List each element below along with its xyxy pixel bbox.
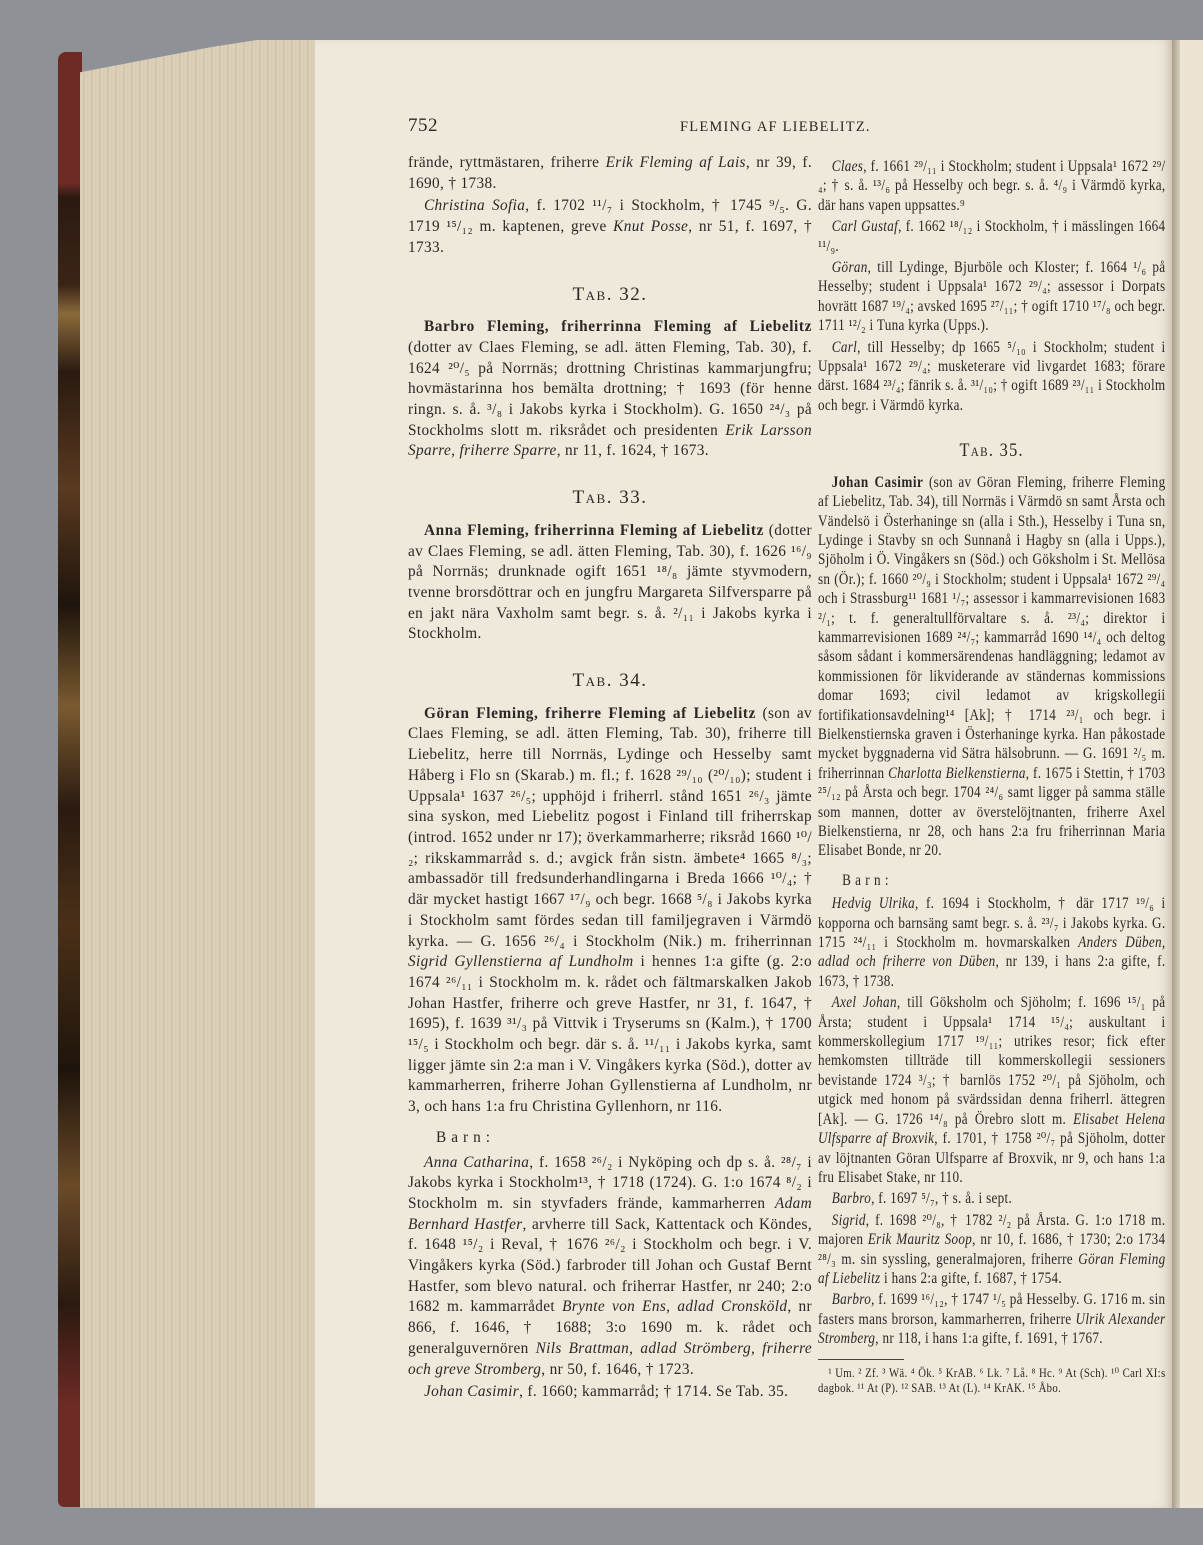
page-number: 752: [408, 115, 438, 136]
right-column: [818, 157, 1165, 1396]
footnote-divider: [818, 1359, 904, 1360]
person-name-italic: Anders Düben, adlad och friherre von Düben: [818, 934, 1166, 971]
entry-text: , f. 1698 ²⁰/₈, † 1782 ²/₂ på Årsta. G. 1:o 1718 m. majoren: [818, 1211, 1166, 1249]
entry-text: , f. 1702 ¹¹/₇ i Stockholm, † 1745 ⁹/₅. G. 1719 ¹⁵/₁₂ m. kaptenen, greve: [408, 197, 812, 236]
entry-paragraph: [818, 338, 1165, 416]
person-name-italic: Erik Fleming af Lais: [605, 154, 746, 171]
person-name-italic: Göran Fleming af Liebelitz: [818, 1250, 1166, 1287]
entry-text: , nr 39, f. 1690, † 1738.: [408, 154, 813, 192]
person-name-italic: Nils Brattman, adlad Strömberg, friherre och greve Stromberg: [408, 1339, 812, 1378]
entry-text: (dotter av Claes Fleming, se adl. ätten Fleming, Tab. 30), f. 1624 ²⁰/₅ på Norrnäs; drottning Christinas kammarjungfru; hovmästarinna hos bemälta drottning; † 1693 (för henne ringn. s. å. ³/₈ i Jakobs kyrka i Stockholm). G. 1650 ²⁴/₃ på Stockholms slott m. riksrådet och presidenten: [408, 338, 812, 439]
person-name-italic: Anna Catharina: [424, 1153, 530, 1171]
entry-text: , f. 1694 i Stockholm, † där 1717 ¹⁹/₆ i kopporna och barnsäng samt begr. s. å. ²³/₇ i Jakobs kyrka. G. 1715 ²⁴/₁₁ i Stockholm m. hovmarskalken: [818, 895, 1166, 952]
entry-text: , f. 1662 ¹⁸/₁₂ i Stockholm, † i mässlingen 1664 ¹¹/₉.: [818, 218, 1166, 255]
entry-text: , f. 1675 i Stettin, † 1703 ²⁵/₁₂ på Årsta och begr. 1704 ²⁴/₆ samt ligger på samma ställe som mannen, dotter av överstelöjtnanten, friherre Axel Bielkenstierna, nr 28, och hans 2:a fru friherrinnan Maria Elisabet Bonde, nr 20.: [818, 764, 1166, 860]
entry-paragraph: [408, 317, 812, 462]
entry-text: , nr 11, f. 1624, † 1673.: [556, 442, 709, 460]
table-heading: Tab. 32.: [572, 283, 648, 305]
entry-text: , till Hesselby; dp 1665 ⁵/₁₀ i Stockholm; student i Uppsala¹ 1672 ²⁹/₄; musketerare vid livgardet 1683; förare därst. 1684 ²³/₄; fänrik s. å. ³¹/₁₀; † ogift 1689 ²³/₁₁ i Stockholm och begr. i Värmdö kyrka.: [818, 338, 1166, 414]
entry-paragraph: [818, 894, 1165, 991]
children-heading: Barn:: [436, 1128, 495, 1146]
entry-text: , f. 1701, † 1758 ²⁰/₇ på Sjöholm, dotter av löjtnanten Göran Ulfsparre af Broxvik, nr 9, och hans 1:a fru Elisabet Stake, nr 110.: [818, 1130, 1166, 1186]
entry-text: , nr 118, i hans 1:a gifte, f. 1691, † 1767.: [875, 1330, 1103, 1348]
person-name-italic: Erik Mauritz Soop: [867, 1231, 973, 1249]
children-heading: Barn:: [842, 871, 893, 889]
page-edges: [80, 40, 316, 1508]
entry-paragraph: [408, 196, 812, 258]
entry-paragraph: [818, 217, 1165, 256]
entry-paragraph: [818, 1290, 1165, 1348]
footnotes: ¹ Um. ² Zf. ³ Wä. ⁴ Ök. ⁵ KrAB. ⁶ Lk. ⁷ Lå. ⁸ Hc. ⁹ At (Sch). ¹⁰ Carl XI:s dagbok. ¹¹ At (P). ¹² SAB. ¹³ At (L). ¹⁴ KrAK. ¹⁵ Åbo.: [818, 1365, 1166, 1395]
entry-text: i hennes 1:a gifte (g. 2:o 1674 ²⁶/₁₁ i Stockholm m. k. rådet och fältmarskalken Jakob Johan Hastfer, friherre och greve Hastfer, nr 31, f. 1647, † 1695), f. 1639 ³¹/₃ på Vittvik i Tryserums sn (Kalm.), † 1700 ¹⁵/₅ i Stockholm och begr. där s. å. ¹¹/₁₁ i Jakobs kyrka, samt ligger jämte sin 2:a man i V. Vingåkers kyrka (Söd.), dotter av kammarherren, friherre Johan Gyllenstierna af Lundholm, nr 3, och hans 1:a fru Christina Gyllenhorn, nr 116.: [408, 953, 812, 1116]
entry-paragraph: [408, 521, 812, 645]
entry-text: , f. 1658 ²⁶/₂ i Nyköping och dp s. å. ²⁸/₇ i Jakobs kyrka i Stockholm¹³, † 1718 (1724). G. 1:o 1674 ⁸/₂ i Stockholm m. sin styvfaders frände, kammarherren: [408, 1153, 812, 1212]
entry-paragraph: [408, 153, 812, 194]
entry-paragraph: [408, 1382, 812, 1403]
entry-text: , arvherre till Sack, Kattentack och Köndes, f. 1648 ¹⁵/₂ i Reval, † 1676 ²⁶/₂ i Stockholm och begr. i V. Vingåkers kyrka (Söd.) farbroder till Johan och Gustaf Bernt Hastfer, som blevo natural. och friherrar Hastfer, nr 240; 2:o 1682 m. kammarrådet: [408, 1215, 812, 1316]
table-heading: Tab. 34.: [572, 670, 648, 692]
entry-name-bold: Barbro Fleming, friherrinna Fleming af Liebelitz: [424, 318, 812, 336]
entry-paragraph: [818, 258, 1165, 336]
person-name-italic: Hedvig Ulrika: [831, 895, 916, 913]
entry-paragraph: [818, 1211, 1165, 1289]
entry-text: , f. 1661 ²⁹/₁₁ i Stockholm; student i Uppsala¹ 1672 ²⁹/₄; † s. å. ¹³/₆ på Hesselby och begr. s. å. ⁴/₉ i Värmdö kyrka, där hans vapen uppsattes.⁹: [818, 158, 1166, 214]
person-name-italic: Ulrik Alexander Stromberg: [818, 1310, 1166, 1348]
person-name-italic: Adam Bernhard Hastfer: [408, 1194, 812, 1233]
person-name-italic: Elisabet Helena Ulfsparre af Broxvik: [818, 1110, 1166, 1148]
entry-text: , nr 51, f. 1697, † 1733.: [408, 218, 813, 256]
entry-text: , till Lydinge, Bjurböle och Kloster; f. 1664 ¹/₆ på Hesselby; student i Uppsala¹ 1672 ²⁹/₄; assessor i Dorpats hovrätt 1687 ¹⁹/₄; avsked 1695 ²⁷/₁₁; † ogift 1710 ¹⁷/₈ och begr. 1711 ¹²/₂ i Tuna kyrka (Upps.).: [818, 259, 1166, 335]
entry-name-bold: Anna Fleming, friherrinna Fleming af Liebelitz: [424, 521, 764, 539]
entry-paragraph: [818, 157, 1165, 215]
entry-paragraph: [818, 993, 1165, 1187]
person-name-italic: Carl Gustaf: [831, 218, 899, 236]
entry-paragraph: [818, 473, 1165, 861]
entry-text: , f. 1699 ¹⁶/₁₂, † 1747 ¹/₅ på Hesselby. G. 1716 m. sin fasters mans brorson, kammarherren, friherre: [818, 1291, 1166, 1328]
person-name-italic: Göran: [831, 259, 868, 277]
person-name-italic: Knut Posse: [613, 218, 689, 236]
person-name-italic: Brynte von Ens, adlad Cronsköld: [562, 1298, 788, 1316]
person-name-italic: Axel Johan: [831, 994, 897, 1012]
next-page-edge: [1180, 40, 1203, 1508]
running-head: FLEMING AF LIEBELITZ.: [680, 119, 871, 135]
entry-text: , nr 139, i hans 2:a gifte, f. 1673, † 1738.: [818, 953, 1166, 990]
entry-name-bold: Johan Casimir: [831, 473, 924, 491]
left-column: [408, 153, 812, 1405]
entry-text: (dotter av Claes Fleming, se adl. ätten Fleming, Tab. 30), f. 1626 ¹⁶/₉ på Norrnäs; drunknade ogift 1651 ¹⁸/₈ jämte styvmodern, tvenne brorsdöttrar och en jungfru Margareta Silfversparre på en jakt nära Vaxholm samt begr. s. å. ²/₁₁ i Jakobs kyrka i Stockholm.: [408, 521, 812, 643]
entry-text: , f. 1660; kammarråd; † 1714. Se Tab. 35.: [519, 1383, 789, 1401]
table-heading: Tab. 33.: [572, 487, 648, 509]
entry-text: , nr 50, f. 1646, † 1723.: [541, 1360, 695, 1378]
entry-name-bold: Göran Fleming, friherre Fleming af Liebelitz: [424, 704, 756, 722]
table-heading: Tab. 35.: [959, 440, 1024, 462]
entry-paragraph: [818, 1189, 1165, 1208]
entry-text: (son av Göran Fleming, friherre Fleming af Liebelitz, Tab. 34), till Norrnäs i Värmdö sn samt Årsta och Vändelsö i Österhaninge sn (alla i Sth.), Hesselby i Tuna sn, Lydinge i Stavby sn och Sunnanå i Hagby sn (alla i Upps.), Sjöholm i Ö. Vingåkers sn (Söd.) och Göksholm i St. Mellösa sn (Ör.); f. 1660 ²⁰/₉ i Stockholm; student i Uppsala¹ 1672 ²⁹/₄ och i Strassburg¹¹ 1681 ¹/₇; assessor i kammarrevisionen 1683 ²/₁; t. f. generaltullförvaltare s. å. ²³/₄; direktor i kammarrevisionen 1689 ²⁴/₇; kammarråd 1690 ¹⁴/₄ och deltog såsom sådant i kommersärendenas handläggning; ledamot av kommissionen för likviderande av ständernas kommissions domar 1693; civil ledamot av krigskollegii fortifikationsavdelning¹⁴ [Ak]; † 1714 ²³/₁ och begr. i Bielkenstiernska graven i Österhaninge kyrka. Han påkostade mycket byggnaderna vid Sätra hälsobrunn. — G. 1691 ²/₅ m. friherrinnan: [818, 473, 1166, 782]
entry-paragraph: [408, 704, 812, 1118]
entry-paragraph: [408, 1153, 812, 1381]
person-name-italic: Sigrid Gyllenstierna af Lundholm: [408, 953, 634, 971]
page-gutter: [1172, 40, 1180, 1508]
person-name-italic: Johan Casimir: [424, 1383, 520, 1401]
entry-text: (son av Claes Fleming, se adl. ätten Fleming, Tab. 30), friherre till Liebelitz, herre till Norrnäs, Lydinge och Hesselby samt Håberg i Flo sn (Skarab.) m. fl.; f. 1628 ²⁹/₁₀ (²⁰/₁₀); student i Uppsala¹ 1637 ²⁶/₅; upphöjd i friherrl. stånd 1651 ²⁶/₃ jämte sina syskon, med Liebelitz pogost i Finland till friherrskap (introd. 1652 under nr 17); överkammarherre; riksråd 1660 ¹⁰/₂; rikskammarråd s. d.; avgick från sistn. ämbete⁴ 1665 ⁸/₃; ambassadör till fredsunderhandlingarna i Breda 1666 ¹⁰/₄; † där mycket hastigt 1667 ¹⁷/₉ och begr. 1668 ⁵/₈ i Jakobs kyrka i Stockholm samt fördes sedan till familjegraven i Värmdö kyrka. — G. 1656 ²⁶/₄ i Stockholm (Nik.) m. friherrinnan: [408, 704, 812, 950]
entry-text: , till Göksholm och Sjöholm; f. 1696 ¹⁵/₁ på Årsta; student i Uppsala¹ 1714 ¹⁵/₄; auskultant i kommerskollegium 1717 ¹⁹/₁₁; utrikes resor; fick efter hemkomsten tillträde till kommerskollegii sessioners bevistande 1724 ³/₃; † barnlös 1752 ²⁰/₁ på Sjöholm, och utgick med honom på svärdssidan denna friherrl. ättegren [Ak]. — G. 1726 ¹⁴/₈ på Örebro slott m.: [818, 994, 1166, 1128]
person-name-italic: Barbro: [831, 1291, 872, 1309]
person-name-italic: Carl: [831, 338, 858, 356]
person-name-italic: Claes: [831, 158, 864, 175]
person-name-italic: Christina Sofia: [424, 197, 526, 215]
entry-text: frände, ryttmästaren, friherre: [408, 154, 606, 171]
person-name-italic: Barbro: [831, 1190, 872, 1208]
entry-text: , f. 1697 ⁵/₇, † s. å. i sept.: [871, 1190, 1013, 1208]
person-name-italic: Erik Larsson Sparre, friherre Sparre: [408, 421, 812, 460]
entry-text: , nr 10, f. 1686, † 1730; 2:o 1734 ²⁸/₃ m. sin syssling, generalmajoren, friherre: [818, 1231, 1166, 1268]
entry-text: , nr 866, f. 1646, † 1688; 3:o 1690 m. k. rådet och generalguvernören: [408, 1298, 812, 1357]
book-cover-edge: [58, 52, 82, 1507]
person-name-italic: Charlotta Bielkenstierna: [888, 764, 1026, 782]
person-name-italic: Sigrid: [831, 1211, 866, 1229]
entry-text: i hans 2:a gifte, f. 1687, † 1754.: [880, 1269, 1062, 1287]
